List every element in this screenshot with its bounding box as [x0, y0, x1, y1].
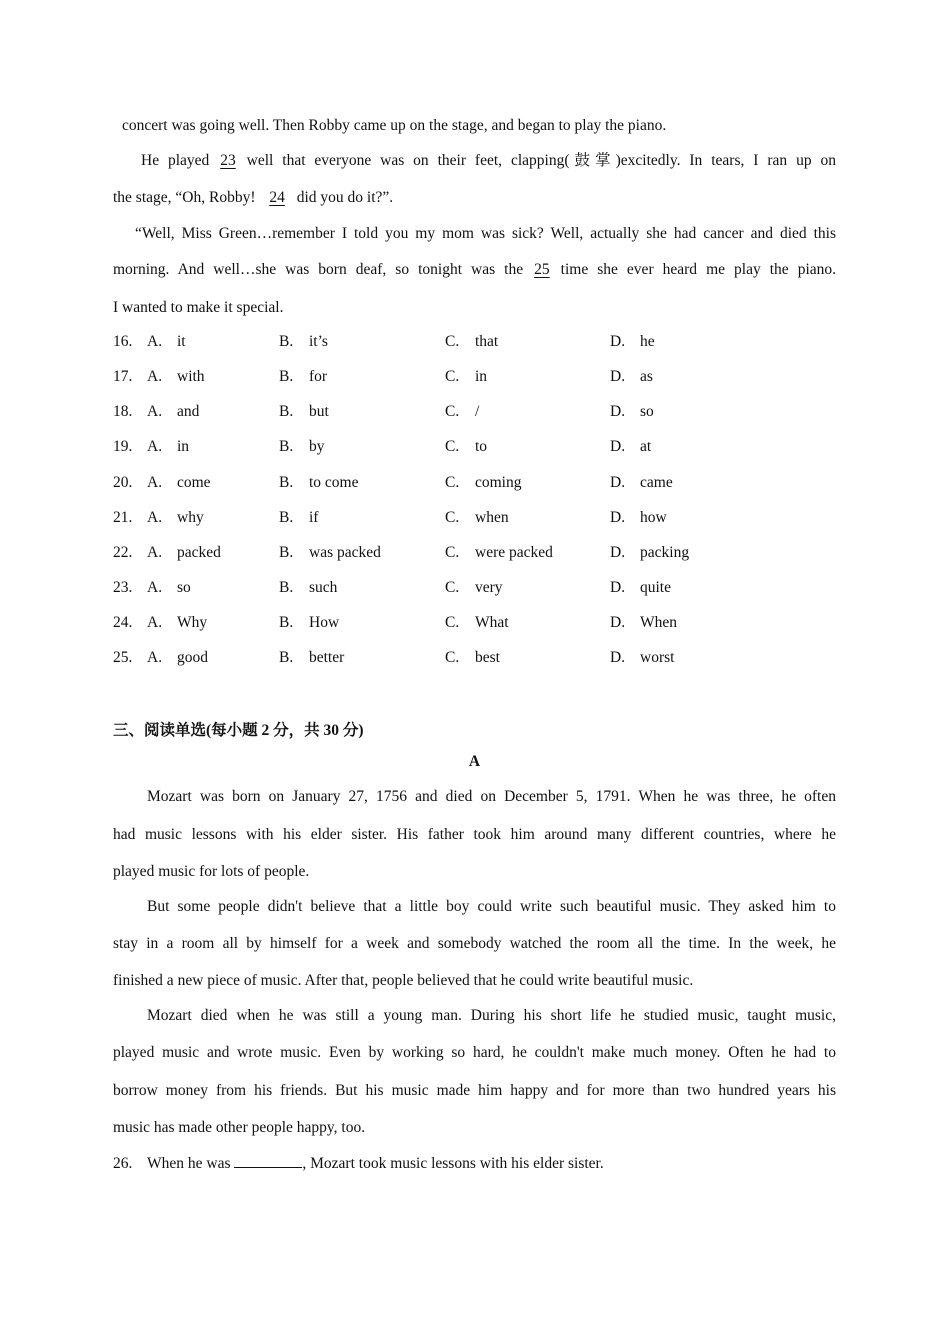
option-text: / — [475, 403, 480, 420]
option-d[interactable] — [610, 402, 654, 422]
question-row-22 — [113, 543, 836, 563]
cloze-text: the stage, “Oh, Robby! — [113, 189, 256, 206]
cloze-text: time she ever heard me play the piano. — [560, 261, 837, 278]
option-letter: B. — [279, 403, 294, 420]
reading-line-4 — [113, 897, 836, 917]
option-letter: C. — [445, 544, 460, 561]
reading-line-6 — [113, 971, 836, 991]
cloze-text: did you do it?”. — [296, 189, 394, 206]
option-text: very — [475, 579, 503, 596]
option-text: quite — [640, 579, 671, 596]
question-number: 24. — [113, 614, 133, 631]
option-letter: D. — [610, 368, 626, 385]
reading-text: stay in a room all by himself for a week and somebody watched the room all the time. In the week, he — [113, 935, 836, 952]
question-number: 19. — [113, 438, 133, 455]
option-a[interactable] — [147, 578, 191, 598]
option-text: as — [640, 368, 653, 385]
option-a[interactable] — [147, 648, 208, 668]
option-c[interactable] — [445, 648, 500, 668]
option-letter: D. — [610, 544, 626, 561]
option-b[interactable] — [279, 332, 328, 352]
option-letter: C. — [445, 403, 460, 420]
option-text: if — [309, 509, 319, 526]
blank-25: 25 — [534, 261, 550, 278]
option-text: but — [309, 403, 329, 420]
question-row-23 — [113, 578, 836, 598]
option-c[interactable] — [445, 543, 553, 563]
reading-text: Mozart was born on January 27, 1756 and died on December 5, 1791. When he was three, he often — [147, 788, 836, 805]
cloze-line-3 — [113, 188, 836, 208]
option-letter: C. — [445, 509, 460, 526]
answer-blank[interactable] — [234, 1153, 302, 1168]
option-text: so — [177, 579, 191, 596]
cloze-text: He played — [141, 152, 210, 169]
section-title: 三、阅读单选(每小题 2 分，共 30 分) — [113, 722, 364, 739]
question-26 — [113, 1153, 836, 1174]
option-text: come — [177, 474, 211, 491]
cloze-line-1 — [122, 116, 845, 136]
option-c[interactable] — [445, 402, 479, 422]
option-letter: C. — [445, 438, 460, 455]
option-d[interactable] — [610, 437, 651, 457]
reading-text: borrow money from his friends. But his music made him happy and for more than two hundred years his — [113, 1082, 836, 1099]
question-number: 16. — [113, 333, 133, 350]
option-text: at — [640, 438, 652, 455]
option-text: came — [640, 474, 673, 491]
option-text: that — [475, 333, 499, 350]
cloze-text: I wanted to make it special. — [113, 299, 284, 316]
option-a[interactable] — [147, 473, 211, 493]
cloze-line-4 — [113, 224, 836, 244]
cloze-text: well that everyone was on their feet, clapping(鼓掌)excitedly. In tears, I ran up on — [246, 152, 836, 169]
option-d[interactable] — [610, 648, 674, 668]
option-text: were packed — [475, 544, 553, 561]
option-b[interactable] — [279, 543, 381, 563]
question-row-20 — [113, 473, 836, 493]
option-letter: A. — [147, 403, 163, 420]
question-row-25 — [113, 648, 836, 668]
option-c[interactable] — [445, 367, 487, 387]
option-d[interactable] — [610, 508, 667, 528]
option-text: How — [309, 614, 340, 631]
question-row-16 — [113, 332, 836, 352]
reading-text: finished a new piece of music. After that, people believed that he could write beautiful music. — [113, 972, 694, 989]
reading-line-2 — [113, 825, 836, 845]
option-letter: A. — [147, 438, 163, 455]
question-number: 18. — [113, 403, 133, 420]
option-text: good — [177, 649, 208, 666]
option-letter: B. — [279, 649, 294, 666]
option-letter: B. — [279, 544, 294, 561]
reading-line-1 — [113, 787, 836, 807]
option-a[interactable] — [147, 402, 199, 422]
option-b[interactable] — [279, 437, 325, 457]
reading-text: had music lessons with his elder sister. His father took him around many different countries, where he — [113, 826, 836, 843]
option-text: coming — [475, 474, 522, 491]
option-a[interactable] — [147, 437, 189, 457]
reading-line-8 — [113, 1043, 836, 1063]
option-a[interactable] — [147, 508, 204, 528]
option-d[interactable] — [610, 367, 653, 387]
option-letter: A. — [147, 368, 163, 385]
question-number: 26. — [113, 1155, 133, 1172]
option-letter: D. — [610, 438, 626, 455]
option-b[interactable] — [279, 508, 318, 528]
cloze-line-5 — [113, 260, 836, 280]
option-b[interactable] — [279, 613, 339, 633]
option-letter: C. — [445, 614, 460, 631]
option-text: it’s — [309, 333, 328, 350]
option-c[interactable] — [445, 578, 503, 598]
option-text: he — [640, 333, 655, 350]
cloze-line-6 — [113, 298, 836, 318]
question-text: , Mozart took music lessons with his elder sister. — [302, 1155, 604, 1172]
option-d[interactable] — [610, 613, 677, 633]
question-number: 23. — [113, 579, 133, 596]
option-letter: C. — [445, 333, 460, 350]
option-letter: B. — [279, 333, 294, 350]
option-c[interactable] — [445, 473, 522, 493]
option-b[interactable] — [279, 648, 344, 668]
option-text: Why — [177, 614, 208, 631]
option-text: better — [309, 649, 345, 666]
option-letter: B. — [279, 509, 294, 526]
option-b[interactable] — [279, 473, 359, 493]
question-text: When he was — [147, 1155, 231, 1172]
reading-text: But some people didn't believe that a little boy could write such beautiful music. They asked him to — [147, 898, 836, 915]
option-text: When — [640, 614, 678, 631]
option-letter: A. — [147, 614, 163, 631]
option-letter: B. — [279, 438, 294, 455]
option-a[interactable] — [147, 367, 205, 387]
option-d[interactable] — [610, 578, 671, 598]
passage-label: A — [468, 753, 481, 770]
option-text: by — [309, 438, 325, 455]
question-row-18 — [113, 402, 836, 422]
cloze-line-2 — [113, 151, 836, 171]
reading-text: music has made other people happy, too. — [113, 1119, 366, 1136]
reading-text: played music for lots of people. — [113, 863, 310, 880]
cloze-text: morning. And well…she was born deaf, so tonight was the — [113, 261, 524, 278]
option-text: in — [177, 438, 190, 455]
reading-line-9 — [113, 1081, 836, 1101]
option-c[interactable] — [445, 508, 509, 528]
cloze-text: “Well, Miss Green…remember I told you my mom was sick? Well, actually she had cancer and died this — [135, 225, 836, 242]
option-text: for — [309, 368, 328, 385]
option-letter: D. — [610, 579, 626, 596]
option-text: best — [475, 649, 500, 666]
question-row-17 — [113, 367, 836, 387]
question-number: 17. — [113, 368, 133, 385]
option-d[interactable] — [610, 543, 689, 563]
option-letter: D. — [610, 614, 626, 631]
option-a[interactable] — [147, 613, 207, 633]
option-b[interactable] — [279, 578, 337, 598]
option-letter: B. — [279, 579, 294, 596]
option-c[interactable] — [445, 437, 487, 457]
option-d[interactable] — [610, 332, 655, 352]
option-letter: C. — [445, 474, 460, 491]
option-c[interactable] — [445, 332, 498, 352]
reading-line-7 — [113, 1006, 836, 1026]
reading-line-10 — [113, 1118, 836, 1138]
option-text: to come — [309, 474, 359, 491]
option-text: and — [177, 403, 200, 420]
option-letter: A. — [147, 649, 163, 666]
cloze-text: concert was going well. Then Robby came up on the stage, and began to play the piano. — [122, 117, 667, 134]
option-letter: C. — [445, 649, 460, 666]
option-letter: D. — [610, 649, 626, 666]
option-a[interactable] — [147, 543, 221, 563]
option-letter: D. — [610, 474, 626, 491]
option-text: was packed — [309, 544, 381, 561]
option-text: packing — [640, 544, 690, 561]
option-letter: A. — [147, 544, 163, 561]
reading-line-5 — [113, 934, 836, 954]
option-text: so — [640, 403, 654, 420]
question-number: 25. — [113, 649, 133, 666]
question-number: 22. — [113, 544, 133, 561]
option-text: how — [640, 509, 667, 526]
question-number: 20. — [113, 474, 133, 491]
option-c[interactable] — [445, 613, 509, 633]
option-text: when — [475, 509, 509, 526]
option-text: it — [177, 333, 186, 350]
option-b[interactable] — [279, 367, 327, 387]
option-a[interactable] — [147, 332, 186, 352]
question-row-21 — [113, 508, 836, 528]
question-row-24 — [113, 613, 836, 633]
option-letter: A. — [147, 474, 163, 491]
option-d[interactable] — [610, 473, 673, 493]
option-text: What — [475, 614, 509, 631]
option-letter: A. — [147, 509, 163, 526]
question-row-19 — [113, 437, 836, 457]
option-text: why — [177, 509, 204, 526]
option-text: packed — [177, 544, 221, 561]
option-text: with — [177, 368, 205, 385]
blank-23: 23 — [220, 152, 236, 169]
option-text: such — [309, 579, 338, 596]
option-letter: C. — [445, 579, 460, 596]
option-letter: D. — [610, 403, 626, 420]
option-text: in — [475, 368, 488, 385]
option-letter: D. — [610, 333, 626, 350]
reading-text: played music and wrote music. Even by working so hard, he couldn't make much money. Often he had to — [113, 1044, 836, 1061]
blank-24: 24 — [269, 189, 285, 206]
option-letter: A. — [147, 333, 163, 350]
option-letter: D. — [610, 509, 626, 526]
option-b[interactable] — [279, 402, 329, 422]
option-letter: A. — [147, 579, 163, 596]
reading-text: Mozart died when he was still a young man. During his short life he studied music, taught music, — [147, 1007, 836, 1024]
option-letter: C. — [445, 368, 460, 385]
option-letter: B. — [279, 368, 294, 385]
option-letter: B. — [279, 614, 294, 631]
option-text: worst — [640, 649, 675, 666]
option-letter: B. — [279, 474, 294, 491]
question-number: 21. — [113, 509, 133, 526]
reading-line-3 — [113, 862, 836, 882]
option-text: to — [475, 438, 488, 455]
